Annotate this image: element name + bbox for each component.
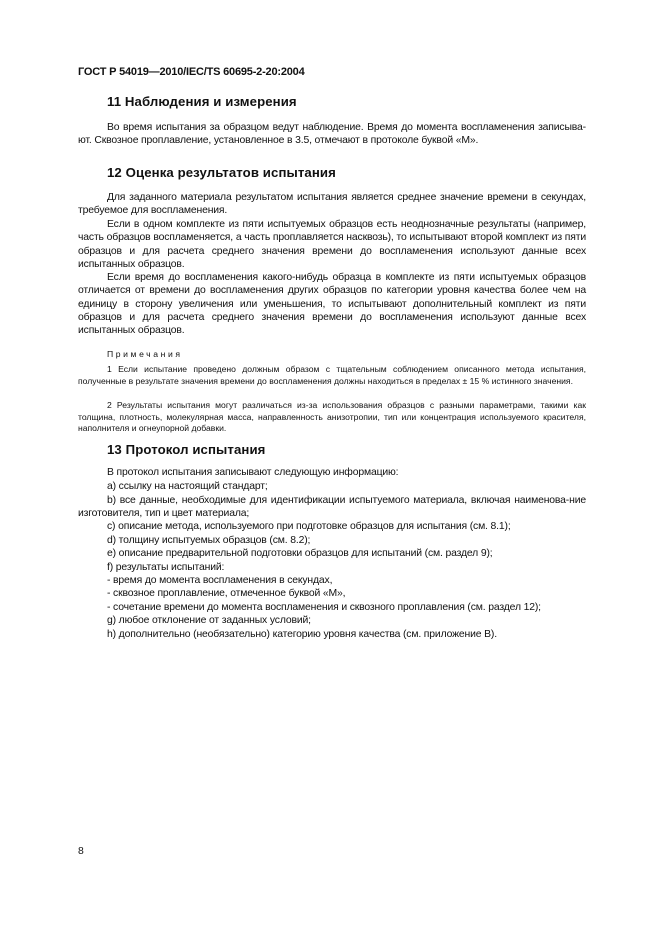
section-11-title: 11 Наблюдения и измерения [107, 94, 297, 109]
section-13-title: 13 Протокол испытания [107, 442, 266, 457]
section-11-paragraph: Во время испытания за образцом ведут наблюдение. Время до момента воспламенения записыва-ют. Сквозное проплавление, установленное в 3.5, отмечают в протоколе буквой «М». [78, 122, 586, 147]
page-number: 8 [78, 846, 84, 857]
section-12-paragraph-1: Для заданного материала результатом испытания является среднее значение времени в секундах, требуемое для воспламенения. [78, 192, 586, 217]
section-12-title: 12 Оценка результатов испытания [107, 165, 336, 180]
list-subitem-f2: - сквозное проплавление, отмеченное буквой «М», [107, 588, 346, 599]
list-item-g: g) любое отклонение от заданных условий; [107, 615, 311, 626]
list-item-f: f) результаты испытаний: [107, 562, 225, 573]
section-13-intro: В протокол испытания записывают следующую информацию: [107, 467, 399, 478]
list-item-c: c) описание метода, используемого при подготовке образцов для испытания (см. 8.1); [107, 521, 511, 532]
section-12-paragraph-3: Если время до воспламенения какого-нибудь образца в комплекте из пяти испытуемых образцов отличается от времени до воспламенения других образцов по категории уровня качества более чем на единицу в сторону увеличения или уменьшения, то испытывают дополнительный комплект из пяти образцов и для расчета среднего значения времени до воспламенения используют данные всех испытанных образцов. [78, 272, 586, 337]
list-item-h: h) дополнительно (необязательно) категорию уровня качества (см. приложение В). [107, 629, 497, 640]
document-header: ГОСТ Р 54019—2010/IEC/TS 60695-2-20:2004 [78, 66, 305, 78]
section-12-paragraph-2: Если в одном комплекте из пяти испытуемых образцов есть неоднозначные результаты (например, часть образцов воспламеняется, а часть проплавляется насквозь), то испытывают второй комплект из пяти образцов и для расчета среднего значения времени до воспламенения используют данные всех испытанных образцов. [78, 219, 586, 270]
list-item-e: e) описание предварительной подготовки образцов для испытаний (см. раздел 9); [107, 548, 493, 559]
list-item-d: d) толщину испытуемых образцов (см. 8.2); [107, 535, 311, 546]
list-item-a: a) ссылку на настоящий стандарт; [107, 481, 268, 492]
note-2: 2 Результаты испытания могут различаться из-за использования образцов с разными параметрами, такими как толщина, плотность, молекулярная масса, направленность анизотропии, тип или концентрация используемого красителя, наполнителя и огнеупорной добавки. [78, 400, 586, 434]
notes-label: Примечания [107, 349, 183, 359]
list-item-b: b) все данные, необходимые для идентификации испытуемого материала, включая наименова-ние изготовителя, тип и цвет материала; [78, 495, 586, 520]
list-subitem-f1: - время до момента воспламенения в секундах, [107, 575, 333, 586]
list-subitem-f3: - сочетание времени до момента воспламенения и сквозного проплавления (см. раздел 12); [107, 602, 541, 613]
note-1: 1 Если испытание проведено должным образом с тщательным соблюдением описанного метода испытания, полученные в результате значения времени до воспламенения должны находиться в пределах ± 15 % истинного значения. [78, 364, 586, 386]
